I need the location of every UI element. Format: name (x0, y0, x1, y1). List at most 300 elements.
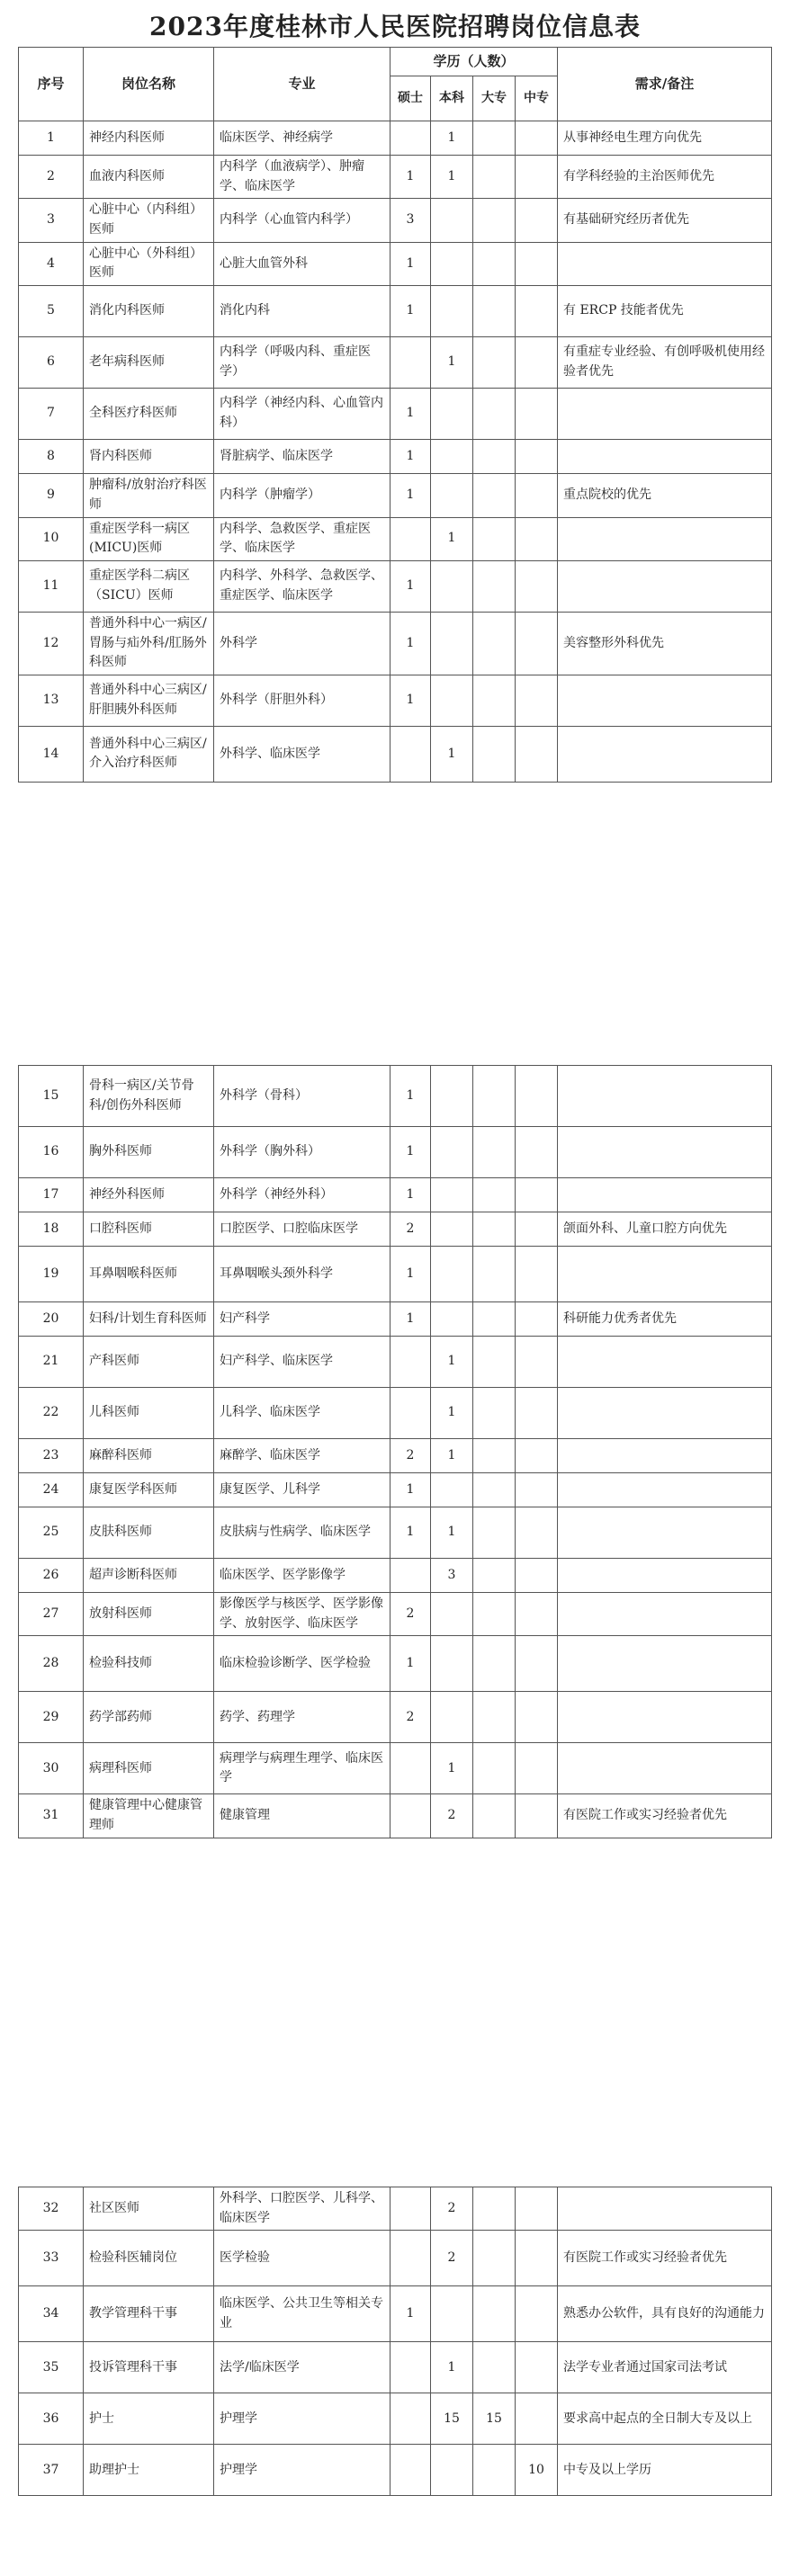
row-position: 助理护士 (84, 2445, 214, 2496)
row-major: 外科学 (214, 612, 391, 675)
row-no: 35 (19, 2342, 84, 2393)
table-row (19, 675, 772, 726)
row-major: 医学检验 (214, 2231, 391, 2286)
row-master: 1 (391, 242, 431, 285)
row-position: 普通外科中心三病区/ 肝胆胰外科医师 (84, 675, 214, 726)
row-master (391, 2231, 431, 2286)
row-remarks (558, 389, 772, 440)
row-no: 25 (19, 1507, 84, 1559)
row-remarks: 美容整形外科优先 (558, 612, 772, 675)
row-no: 1 (19, 121, 84, 156)
row-college (473, 1439, 516, 1473)
row-position: 全科医疗科医师 (84, 389, 214, 440)
row-remarks (558, 1473, 772, 1507)
row-college (473, 2342, 516, 2393)
table-row (19, 1337, 772, 1388)
row-college (473, 1794, 516, 1838)
row-major: 康复医学、儿科学 (214, 1473, 391, 1507)
row-master (391, 2445, 431, 2496)
table-row (19, 1794, 772, 1838)
row-college (473, 1066, 516, 1127)
row-no: 8 (19, 440, 84, 474)
row-major: 外科学、临床医学 (214, 726, 391, 782)
row-secondary (516, 1302, 558, 1337)
row-college: 15 (473, 2393, 516, 2445)
row-position: 口腔科医师 (84, 1212, 214, 1247)
row-college (473, 1507, 516, 1559)
row-master (391, 2342, 431, 2393)
row-no: 7 (19, 389, 84, 440)
row-major: 药学、药理学 (214, 1692, 391, 1743)
table-row (19, 1473, 772, 1507)
header-remarks: 需求/备注 (558, 48, 772, 121)
row-position: 儿科医师 (84, 1388, 214, 1439)
row-position: 康复医学科医师 (84, 1473, 214, 1507)
row-remarks (558, 1337, 772, 1388)
row-major: 内科学（肿瘤学） (214, 474, 391, 517)
row-position: 心脏中心（内科组）医师 (84, 199, 214, 242)
table-row (19, 1692, 772, 1743)
row-secondary (516, 726, 558, 782)
row-secondary (516, 2342, 558, 2393)
row-master: 1 (391, 1636, 431, 1692)
row-major: 麻醉学、临床医学 (214, 1439, 391, 1473)
row-bachelor (431, 1636, 473, 1692)
row-secondary (516, 1559, 558, 1593)
row-major: 临床检验诊断学、医学检验 (214, 1636, 391, 1692)
row-remarks (558, 1507, 772, 1559)
row-college (473, 242, 516, 285)
row-position: 检验科技师 (84, 1636, 214, 1692)
row-bachelor (431, 242, 473, 285)
row-no: 5 (19, 286, 84, 337)
row-no: 30 (19, 1743, 84, 1794)
row-college (473, 337, 516, 389)
row-bachelor (431, 286, 473, 337)
row-master (391, 2393, 431, 2445)
table-row (19, 1636, 772, 1692)
row-college (473, 1337, 516, 1388)
row-no: 33 (19, 2231, 84, 2286)
row-master: 1 (391, 1507, 431, 1559)
row-bachelor: 1 (431, 517, 473, 560)
row-college (473, 199, 516, 242)
row-college (473, 389, 516, 440)
row-remarks (558, 726, 772, 782)
row-secondary (516, 1127, 558, 1178)
row-major: 妇产科学、临床医学 (214, 1337, 391, 1388)
table-row (19, 286, 772, 337)
row-secondary (516, 675, 558, 726)
row-master: 1 (391, 612, 431, 675)
row-bachelor: 2 (431, 2231, 473, 2286)
row-no: 4 (19, 242, 84, 285)
row-secondary (516, 474, 558, 517)
row-master: 2 (391, 1212, 431, 1247)
row-remarks: 中专及以上学历 (558, 2445, 772, 2496)
row-no: 16 (19, 1127, 84, 1178)
table-row (19, 337, 772, 389)
row-remarks: 有 ERCP 技能者优先 (558, 286, 772, 337)
row-remarks (558, 1636, 772, 1692)
row-college (473, 726, 516, 782)
row-secondary (516, 1247, 558, 1302)
row-position: 肾内科医师 (84, 440, 214, 474)
row-bachelor (431, 675, 473, 726)
row-major: 肾脏病学、临床医学 (214, 440, 391, 474)
row-major: 内科学（心血管内科学） (214, 199, 391, 242)
row-secondary (516, 1212, 558, 1247)
row-secondary (516, 440, 558, 474)
row-no: 32 (19, 2187, 84, 2231)
row-position: 神经外科医师 (84, 1178, 214, 1212)
row-position: 重症医学科二病区（SICU）医师 (84, 560, 214, 612)
row-remarks (558, 1178, 772, 1212)
row-remarks: 有医院工作或实习经验者优先 (558, 1794, 772, 1838)
row-bachelor (431, 560, 473, 612)
row-secondary (516, 2286, 558, 2342)
row-remarks (558, 1247, 772, 1302)
row-no: 21 (19, 1337, 84, 1388)
row-no: 31 (19, 1794, 84, 1838)
row-position: 重症医学科一病区(MICU)医师 (84, 517, 214, 560)
row-bachelor: 1 (431, 1388, 473, 1439)
row-no: 20 (19, 1302, 84, 1337)
row-position: 药学部药师 (84, 1692, 214, 1743)
row-remarks (558, 1593, 772, 1636)
row-position: 血液内科医师 (84, 156, 214, 199)
row-college (473, 440, 516, 474)
row-master: 1 (391, 2286, 431, 2342)
table-row (19, 156, 772, 199)
row-secondary (516, 517, 558, 560)
row-college (473, 675, 516, 726)
row-bachelor: 1 (431, 1507, 473, 1559)
row-position: 普通外科中心一病区/胃肠与疝外科/肛肠外科医师 (84, 612, 214, 675)
table-row (19, 2231, 772, 2286)
row-remarks: 从事神经电生理方向优先 (558, 121, 772, 156)
row-bachelor (431, 1692, 473, 1743)
table-row (19, 389, 772, 440)
row-no: 36 (19, 2393, 84, 2445)
row-secondary (516, 1066, 558, 1127)
row-secondary (516, 1473, 558, 1507)
row-no: 9 (19, 474, 84, 517)
row-major: 内科学、外科学、急救医学、重症医学、临床医学 (214, 560, 391, 612)
row-remarks: 颌面外科、儿童口腔方向优先 (558, 1212, 772, 1247)
row-remarks (558, 1066, 772, 1127)
row-remarks (558, 440, 772, 474)
row-no: 19 (19, 1247, 84, 1302)
row-secondary (516, 1178, 558, 1212)
row-major: 口腔医学、口腔临床医学 (214, 1212, 391, 1247)
row-position: 社区医师 (84, 2187, 214, 2231)
row-position: 病理科医师 (84, 1743, 214, 1794)
row-remarks (558, 1127, 772, 1178)
row-no: 22 (19, 1388, 84, 1439)
row-secondary (516, 199, 558, 242)
row-no: 34 (19, 2286, 84, 2342)
row-major: 护理学 (214, 2445, 391, 2496)
row-no: 14 (19, 726, 84, 782)
row-college (473, 286, 516, 337)
document-title: 2023年度桂林市人民医院招聘岗位信息表 (149, 12, 641, 41)
row-master (391, 121, 431, 156)
row-bachelor: 15 (431, 2393, 473, 2445)
row-college (473, 2286, 516, 2342)
row-remarks (558, 1559, 772, 1593)
row-major: 临床医学、神经病学 (214, 121, 391, 156)
row-bachelor: 1 (431, 1743, 473, 1794)
row-bachelor (431, 1247, 473, 1302)
row-master (391, 1794, 431, 1838)
row-remarks (558, 675, 772, 726)
row-position: 放射科医师 (84, 1593, 214, 1636)
row-master (391, 337, 431, 389)
row-major: 外科学（神经外科） (214, 1178, 391, 1212)
row-college (473, 1212, 516, 1247)
table-row (19, 612, 772, 675)
row-college (473, 1127, 516, 1178)
row-major: 内科学、急救医学、重症医学、临床医学 (214, 517, 391, 560)
row-major: 皮肤病与性病学、临床医学 (214, 1507, 391, 1559)
table-row (19, 2393, 772, 2445)
row-remarks: 法学专业者通过国家司法考试 (558, 2342, 772, 2393)
row-college (473, 560, 516, 612)
row-major: 消化内科 (214, 286, 391, 337)
row-master: 1 (391, 1178, 431, 1212)
row-major: 外科学（肝胆外科） (214, 675, 391, 726)
table-row (19, 2286, 772, 2342)
row-major: 内科学（呼吸内科、重症医学） (214, 337, 391, 389)
table-row (19, 1388, 772, 1439)
row-master: 2 (391, 1692, 431, 1743)
row-remarks (558, 1388, 772, 1439)
row-college (473, 474, 516, 517)
header-master: 硕士 (391, 76, 431, 121)
row-master: 2 (391, 1439, 431, 1473)
table-row (19, 1178, 772, 1212)
row-position: 骨科一病区/关节骨科/创伤外科医师 (84, 1066, 214, 1127)
row-master (391, 1743, 431, 1794)
row-major: 法学/临床医学 (214, 2342, 391, 2393)
row-position: 投诉管理科干事 (84, 2342, 214, 2393)
row-secondary (516, 1636, 558, 1692)
row-major: 临床医学、公共卫生等相关专业 (214, 2286, 391, 2342)
row-bachelor (431, 389, 473, 440)
row-position: 肿瘤科/放射治疗科医师 (84, 474, 214, 517)
row-college (473, 2231, 516, 2286)
row-master (391, 2187, 431, 2231)
row-no: 15 (19, 1066, 84, 1127)
row-secondary (516, 242, 558, 285)
row-master (391, 1388, 431, 1439)
row-position: 护士 (84, 2393, 214, 2445)
row-college (473, 121, 516, 156)
row-major: 内科学（血液病学）、肿瘤学、临床医学 (214, 156, 391, 199)
row-bachelor (431, 2445, 473, 2496)
row-master: 1 (391, 1127, 431, 1178)
row-bachelor: 3 (431, 1559, 473, 1593)
recruitment-table (18, 1065, 772, 1838)
row-bachelor: 1 (431, 121, 473, 156)
row-remarks: 有基础研究经历者优先 (558, 199, 772, 242)
row-major: 外科学、口腔医学、儿科学、临床医学 (214, 2187, 391, 2231)
row-bachelor (431, 1593, 473, 1636)
row-remarks (558, 517, 772, 560)
row-position: 健康管理中心健康管理师 (84, 1794, 214, 1838)
row-college (473, 1302, 516, 1337)
row-college (473, 2445, 516, 2496)
row-college (473, 517, 516, 560)
row-no: 3 (19, 199, 84, 242)
row-remarks (558, 1439, 772, 1473)
row-bachelor (431, 1212, 473, 1247)
table-row (19, 1743, 772, 1794)
row-master: 1 (391, 1473, 431, 1507)
row-no: 13 (19, 675, 84, 726)
row-position: 麻醉科医师 (84, 1439, 214, 1473)
row-position: 妇科/计划生育科医师 (84, 1302, 214, 1337)
row-no: 12 (19, 612, 84, 675)
row-secondary (516, 1794, 558, 1838)
row-position: 心脏中心（外科组）医师 (84, 242, 214, 285)
row-secondary (516, 1743, 558, 1794)
row-bachelor (431, 1178, 473, 1212)
table-row (19, 2187, 772, 2231)
row-secondary (516, 286, 558, 337)
row-no: 11 (19, 560, 84, 612)
row-position: 神经内科医师 (84, 121, 214, 156)
row-secondary (516, 1388, 558, 1439)
row-college (473, 1593, 516, 1636)
row-position: 消化内科医师 (84, 286, 214, 337)
row-master: 1 (391, 440, 431, 474)
row-major: 儿科学、临床医学 (214, 1388, 391, 1439)
table-row (19, 517, 772, 560)
row-remarks: 熟悉办公软件，具有良好的沟通能力 (558, 2286, 772, 2342)
row-no: 17 (19, 1178, 84, 1212)
row-major: 影像医学与核医学、医学影像学、放射医学、临床医学 (214, 1593, 391, 1636)
header-education: 学历（人数） (391, 48, 558, 76)
row-bachelor (431, 1127, 473, 1178)
row-bachelor (431, 199, 473, 242)
row-secondary (516, 612, 558, 675)
row-college (473, 612, 516, 675)
row-master (391, 726, 431, 782)
row-major: 耳鼻咽喉头颈外科学 (214, 1247, 391, 1302)
row-college (473, 2187, 516, 2231)
row-bachelor: 1 (431, 337, 473, 389)
row-remarks: 有学科经验的主治医师优先 (558, 156, 772, 199)
row-master: 1 (391, 389, 431, 440)
row-no: 27 (19, 1593, 84, 1636)
row-bachelor (431, 474, 473, 517)
row-secondary (516, 389, 558, 440)
row-bachelor (431, 440, 473, 474)
row-bachelor: 2 (431, 1794, 473, 1838)
row-no: 26 (19, 1559, 84, 1593)
table-row (19, 1593, 772, 1636)
row-remarks (558, 1743, 772, 1794)
row-position: 检验科医辅岗位 (84, 2231, 214, 2286)
row-master: 3 (391, 199, 431, 242)
header-row (19, 48, 772, 76)
row-bachelor: 1 (431, 156, 473, 199)
table-row (19, 1212, 772, 1247)
row-major: 心脏大血管外科 (214, 242, 391, 285)
row-major: 妇产科学 (214, 1302, 391, 1337)
table-row (19, 1507, 772, 1559)
header-position: 岗位名称 (84, 48, 214, 121)
header-major: 专业 (214, 48, 391, 121)
table-row (19, 726, 772, 782)
row-secondary (516, 156, 558, 199)
row-no: 37 (19, 2445, 84, 2496)
row-major: 内科学（神经内科、心血管内科） (214, 389, 391, 440)
row-position: 超声诊断科医师 (84, 1559, 214, 1593)
row-college (473, 1636, 516, 1692)
row-remarks (558, 242, 772, 285)
row-bachelor: 1 (431, 1439, 473, 1473)
row-major: 健康管理 (214, 1794, 391, 1838)
row-college (473, 1692, 516, 1743)
row-bachelor: 1 (431, 726, 473, 782)
row-remarks: 有重症专业经验、有创呼吸机使用经验者优先 (558, 337, 772, 389)
row-position: 皮肤科医师 (84, 1507, 214, 1559)
row-major: 外科学（胸外科） (214, 1127, 391, 1178)
row-no: 28 (19, 1636, 84, 1692)
row-bachelor (431, 612, 473, 675)
table-row (19, 560, 772, 612)
row-master: 1 (391, 560, 431, 612)
row-bachelor (431, 2286, 473, 2342)
row-secondary (516, 1692, 558, 1743)
table-row (19, 1302, 772, 1337)
row-master: 1 (391, 474, 431, 517)
table-row (19, 1066, 772, 1127)
row-remarks (558, 2187, 772, 2231)
row-college (473, 1178, 516, 1212)
row-remarks: 重点院校的优先 (558, 474, 772, 517)
row-secondary (516, 121, 558, 156)
row-master: 1 (391, 286, 431, 337)
recruitment-table (18, 2187, 772, 2496)
row-master: 1 (391, 675, 431, 726)
row-no: 10 (19, 517, 84, 560)
row-master: 1 (391, 156, 431, 199)
row-college (473, 156, 516, 199)
row-college (473, 1559, 516, 1593)
table-row (19, 2342, 772, 2393)
row-bachelor (431, 1473, 473, 1507)
row-major: 病理学与病理生理学、临床医学 (214, 1743, 391, 1794)
row-master (391, 517, 431, 560)
row-position: 老年病科医师 (84, 337, 214, 389)
table-row (19, 1127, 772, 1178)
row-position: 教学管理科干事 (84, 2286, 214, 2342)
recruitment-table (18, 47, 772, 783)
row-master (391, 1337, 431, 1388)
row-college (473, 1473, 516, 1507)
row-major: 临床医学、医学影像学 (214, 1559, 391, 1593)
row-master (391, 1559, 431, 1593)
table-row (19, 1559, 772, 1593)
row-master: 1 (391, 1302, 431, 1337)
row-master: 1 (391, 1247, 431, 1302)
row-no: 18 (19, 1212, 84, 1247)
row-no: 2 (19, 156, 84, 199)
